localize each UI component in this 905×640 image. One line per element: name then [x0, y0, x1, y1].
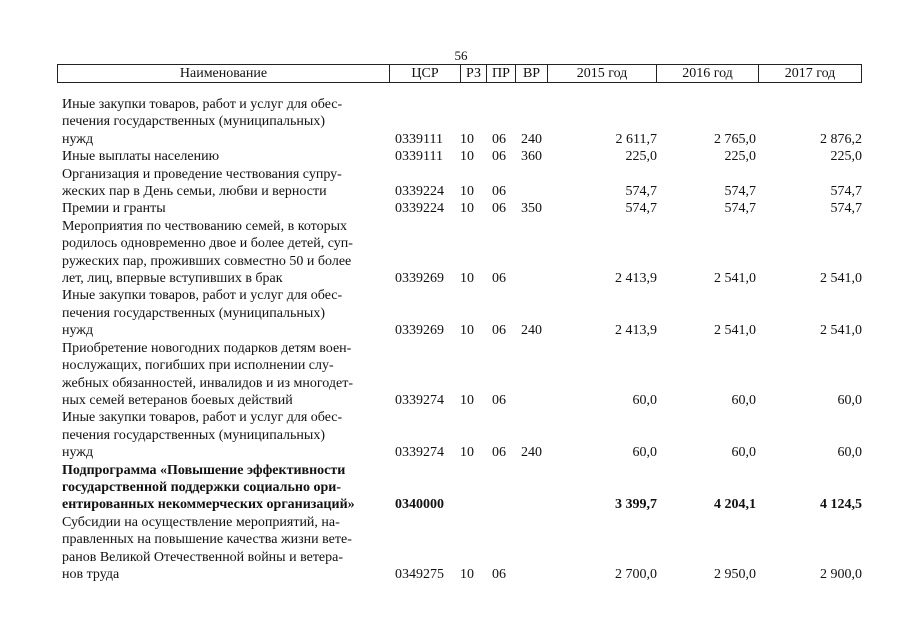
header-2017: 2017 год — [758, 65, 861, 82]
table-row — [0, 462, 905, 514]
row-name-line: ранов Великой Отечественной войны и ветера- — [62, 549, 344, 565]
cell-2015: 2 611,7 — [615, 131, 657, 147]
row-name-line: Приобретение новогодних подарков детям воен- — [62, 340, 352, 356]
row-name-line: ных семей ветеранов боевых действий — [62, 392, 293, 408]
row-name-line: жебных обязанностей, инвалидов и из многодет- — [62, 375, 353, 391]
cell-csr: 0339224 — [395, 201, 444, 217]
cell-rz: 10 — [460, 323, 474, 339]
row-name-line: нужд — [62, 445, 94, 461]
cell-2016: 2 950,0 — [714, 566, 756, 582]
cell-csr: 0349275 — [395, 566, 444, 582]
row-name-line: ружеских пар, проживших совместно 50 и более — [62, 253, 352, 269]
cell-csr: 0339111 — [395, 149, 443, 165]
cell-pr: 06 — [492, 201, 506, 217]
cell-2017: 2 900,0 — [820, 566, 862, 582]
header-vr: ВР — [515, 65, 547, 82]
page-number: 56 — [454, 48, 468, 63]
row-name-line: Иные закупки товаров, работ и услуг для обес- — [62, 288, 343, 304]
cell-2016: 225,0 — [724, 149, 756, 165]
cell-2017: 2 541,0 — [820, 271, 862, 287]
header-name: Наименование — [179, 66, 268, 81]
cell-2015: 3 399,7 — [615, 497, 657, 513]
header-pr: ПР — [486, 65, 515, 82]
header-rz: РЗ — [460, 65, 486, 82]
cell-pr: 06 — [492, 131, 506, 147]
row-name — [62, 287, 387, 339]
row-name-line: печения государственных (муниципальных) — [62, 427, 325, 443]
cell-2017: 4 124,5 — [820, 497, 862, 513]
row-name-line: правленных на повышение качества жизни вете- — [62, 532, 352, 548]
cell-2015: 2 413,9 — [615, 271, 657, 287]
cell-rz: 10 — [460, 271, 474, 287]
cell-vr: 240 — [521, 323, 542, 339]
row-name-line: Премии и гранты — [62, 201, 166, 217]
cell-vr: 360 — [521, 149, 542, 165]
row-name-line: Мероприятия по чествованию семей, в которых — [62, 218, 347, 234]
row-name — [62, 96, 387, 148]
cell-rz: 10 — [460, 184, 474, 200]
cell-2017: 2 541,0 — [820, 323, 862, 339]
cell-rz: 10 — [460, 445, 474, 461]
cell-2016: 574,7 — [724, 184, 756, 200]
cell-2015: 60,0 — [632, 392, 657, 408]
cell-csr: 0339111 — [395, 131, 443, 147]
cell-2015: 60,0 — [632, 445, 657, 461]
row-name-line: нов труда — [62, 566, 120, 582]
row-name-line: ентированных некоммерческих организаций» — [62, 497, 355, 513]
cell-2017: 60,0 — [837, 445, 862, 461]
row-name — [62, 514, 387, 584]
row-name — [62, 218, 387, 288]
row-name-line: жеских пар в День семьи, любви и верности — [62, 184, 327, 200]
table-body — [0, 96, 905, 583]
cell-2015: 225,0 — [625, 149, 657, 165]
header-2016: 2016 год — [656, 65, 758, 82]
cell-csr: 0339224 — [395, 184, 444, 200]
cell-2017: 2 876,2 — [820, 131, 862, 147]
cell-2015: 2 413,9 — [615, 323, 657, 339]
cell-2017: 574,7 — [830, 184, 862, 200]
row-name-line: нужд — [62, 131, 94, 147]
cell-rz: 10 — [460, 392, 474, 408]
cell-csr: 0339269 — [395, 323, 444, 339]
row-name-line: Подпрограмма «Повышение эффективности — [62, 462, 346, 478]
row-name-line: Иные выплаты населению — [62, 149, 220, 165]
row-name-line: нужд — [62, 323, 94, 339]
cell-pr: 06 — [492, 271, 506, 287]
row-name-line: родилось одновременно двое и более детей, суп- — [62, 236, 353, 252]
cell-vr: 240 — [521, 131, 542, 147]
header-2015: 2015 год — [547, 65, 656, 82]
cell-csr: 0339274 — [395, 392, 444, 408]
cell-2016: 60,0 — [731, 392, 756, 408]
row-name — [62, 409, 387, 461]
table-row — [0, 340, 905, 410]
table-row — [0, 166, 905, 201]
table-row — [0, 148, 905, 165]
cell-rz: 10 — [460, 201, 474, 217]
table-row — [0, 218, 905, 288]
row-name-line: Иные закупки товаров, работ и услуг для обес- — [62, 97, 343, 112]
row-name-line: Иные закупки товаров, работ и услуг для обес- — [62, 410, 343, 426]
cell-pr: 06 — [492, 149, 506, 165]
row-name-line: печения государственных (муниципальных) — [62, 305, 325, 321]
cell-2016: 574,7 — [724, 201, 756, 217]
table-row — [0, 514, 905, 584]
cell-pr: 06 — [492, 392, 506, 408]
row-name-line: государственной поддержки социально ори- — [62, 479, 342, 495]
cell-2017: 574,7 — [830, 201, 862, 217]
cell-csr: 0340000 — [395, 497, 444, 513]
table-header — [57, 64, 862, 83]
row-name-line: Субсидии на осуществление мероприятий, на- — [62, 514, 340, 530]
table-row — [0, 409, 905, 461]
cell-pr: 06 — [492, 323, 506, 339]
cell-pr: 06 — [492, 445, 506, 461]
row-name-line: лет, лиц, впервые вступивших в брак — [62, 271, 283, 287]
header-csr: ЦСР — [389, 65, 460, 82]
cell-rz: 10 — [460, 131, 474, 147]
cell-vr: 240 — [521, 445, 542, 461]
cell-csr: 0339274 — [395, 445, 444, 461]
cell-2017: 60,0 — [837, 392, 862, 408]
cell-2016: 2 765,0 — [714, 131, 756, 147]
cell-pr: 06 — [492, 566, 506, 582]
cell-pr: 06 — [492, 184, 506, 200]
cell-csr: 0339269 — [395, 271, 444, 287]
row-name-line: нослужащих, погибших при исполнении слу- — [62, 358, 334, 374]
row-name-line: Организация и проведение чествования супру- — [62, 166, 342, 182]
cell-rz: 10 — [460, 149, 474, 165]
cell-rz: 10 — [460, 566, 474, 582]
cell-2016: 2 541,0 — [714, 323, 756, 339]
row-name — [62, 340, 387, 410]
row-name — [62, 200, 387, 217]
cell-2016: 4 204,1 — [714, 497, 756, 513]
cell-vr: 350 — [521, 201, 542, 217]
cell-2016: 60,0 — [731, 445, 756, 461]
row-name — [62, 166, 387, 201]
row-name-line: печения государственных (муниципальных) — [62, 114, 325, 130]
cell-2017: 225,0 — [830, 149, 862, 165]
cell-2016: 2 541,0 — [714, 271, 756, 287]
row-name — [62, 148, 387, 165]
row-name — [62, 462, 387, 514]
cell-2015: 574,7 — [625, 201, 657, 217]
table-row — [0, 287, 905, 339]
table-row — [0, 96, 905, 148]
table-row — [0, 200, 905, 217]
cell-2015: 2 700,0 — [615, 566, 657, 582]
cell-2015: 574,7 — [625, 184, 657, 200]
